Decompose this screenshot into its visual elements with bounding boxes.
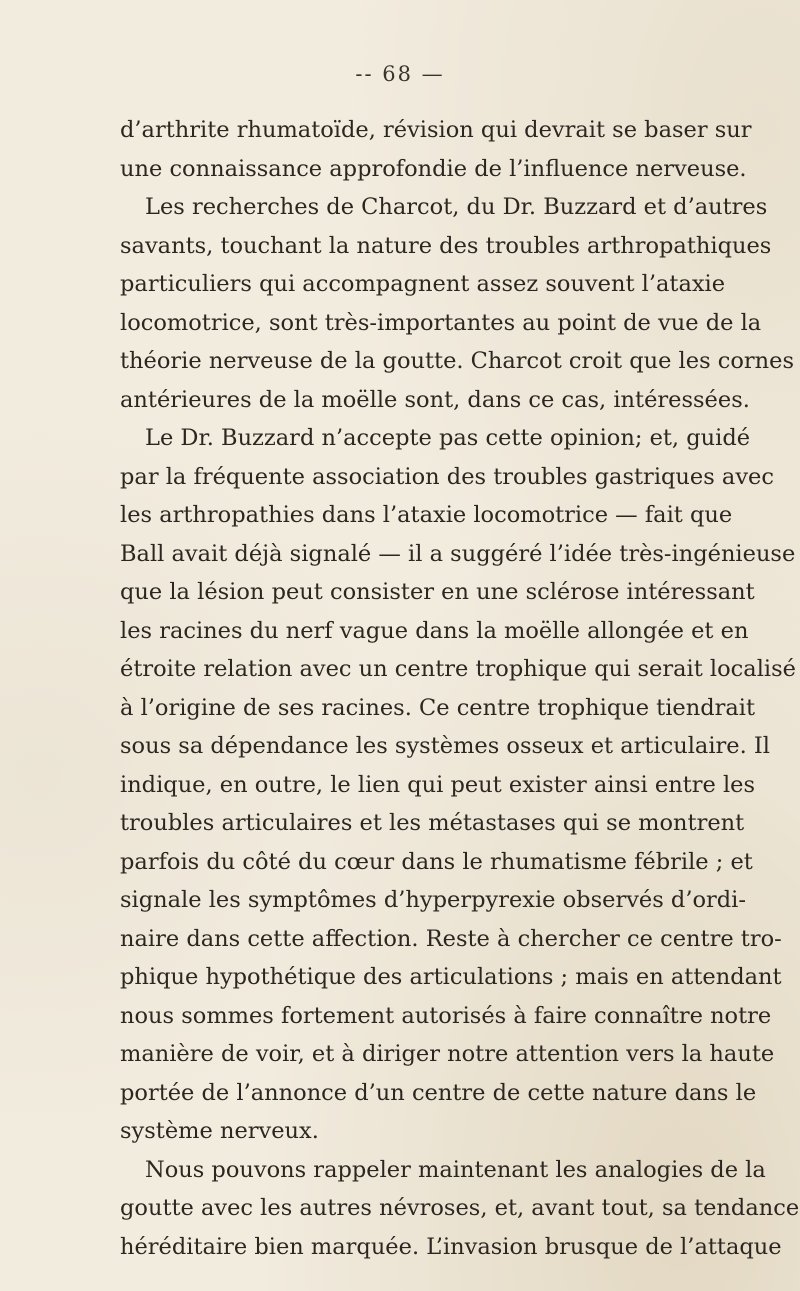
text-line: indique, en outre, le lien qui peut exister ainsi entre les xyxy=(120,771,756,798)
text-line: Ball avait déjà signalé — il a suggéré l’idée très-ingénieuse xyxy=(120,540,796,567)
text-line: d’arthrite rhumatoïde, révision qui devrait se baser sur xyxy=(120,117,752,143)
text-line: théorie nerveuse de la goutte. Charcot croit que les cornes xyxy=(120,348,795,374)
text-line: signale les symptômes d’hyperpyrexie observés d’ordi- xyxy=(120,887,746,913)
text-line: héréditaire bien marquée. L’invasion brusque de l’attaque xyxy=(120,1233,782,1260)
text-line: manière de voir, et à diriger notre attention vers la haute xyxy=(120,1041,775,1067)
text-line: Les recherches de Charcot, du Dr. Buzzard et d’autres xyxy=(145,194,768,220)
text-line: antérieures de la moëlle sont, dans ce cas, intéressées. xyxy=(120,386,750,413)
text-line: nous sommes fortement autorisés à faire connaître notre xyxy=(120,1002,772,1029)
text-line: phique hypothétique des articulations ; mais en attendant xyxy=(120,964,782,990)
text-line: que la lésion peut consister en une sclérose intéressant xyxy=(120,579,755,605)
text-line: savants, touchant la nature des troubles arthropathiques xyxy=(120,232,772,259)
text-line: troubles articulaires et les métastases qui se montrent xyxy=(120,810,745,836)
text-line: les racines du nerf vague dans la moëlle allongée et en xyxy=(120,617,749,644)
text-line: naire dans cette affection. Reste à chercher ce centre tro- xyxy=(120,925,782,952)
text-line: sous sa dépendance les systèmes osseux et articulaire. Il xyxy=(120,733,770,759)
text-line: portée de l’annonce d’un centre de cette nature dans le xyxy=(120,1079,757,1106)
text-line: particuliers qui accompagnent assez souvent l’ataxie xyxy=(120,271,726,297)
text-line: Nous pouvons rappeler maintenant les analogies de la xyxy=(145,1156,766,1183)
text-line: par la fréquente association des troubles gastriques avec xyxy=(120,463,774,490)
body-text xyxy=(120,111,800,1266)
text-line: une connaissance approfondie de l’influence nerveuse. xyxy=(120,155,747,182)
text-line: goutte avec les autres névroses, et, avant tout, sa tendance xyxy=(120,1195,800,1221)
text-line: étroite relation avec un centre trophique qui serait localisé xyxy=(120,656,796,682)
text-line: à l’origine de ses racines. Ce centre trophique tiendrait xyxy=(120,694,756,721)
text-line: Le Dr. Buzzard n’accepte pas cette opinion; et, guidé xyxy=(145,425,751,451)
text-line: les arthropathies dans l’ataxie locomotrice — fait que xyxy=(120,502,733,528)
text-line: locomotrice, sont très-importantes au point de vue de la xyxy=(120,309,762,336)
text-line: parfois du côté du cœur dans le rhumatisme fébrile ; et xyxy=(120,848,753,875)
text-line: système nerveux. xyxy=(120,1118,319,1144)
page-number-header: -- 68 — xyxy=(355,62,445,86)
